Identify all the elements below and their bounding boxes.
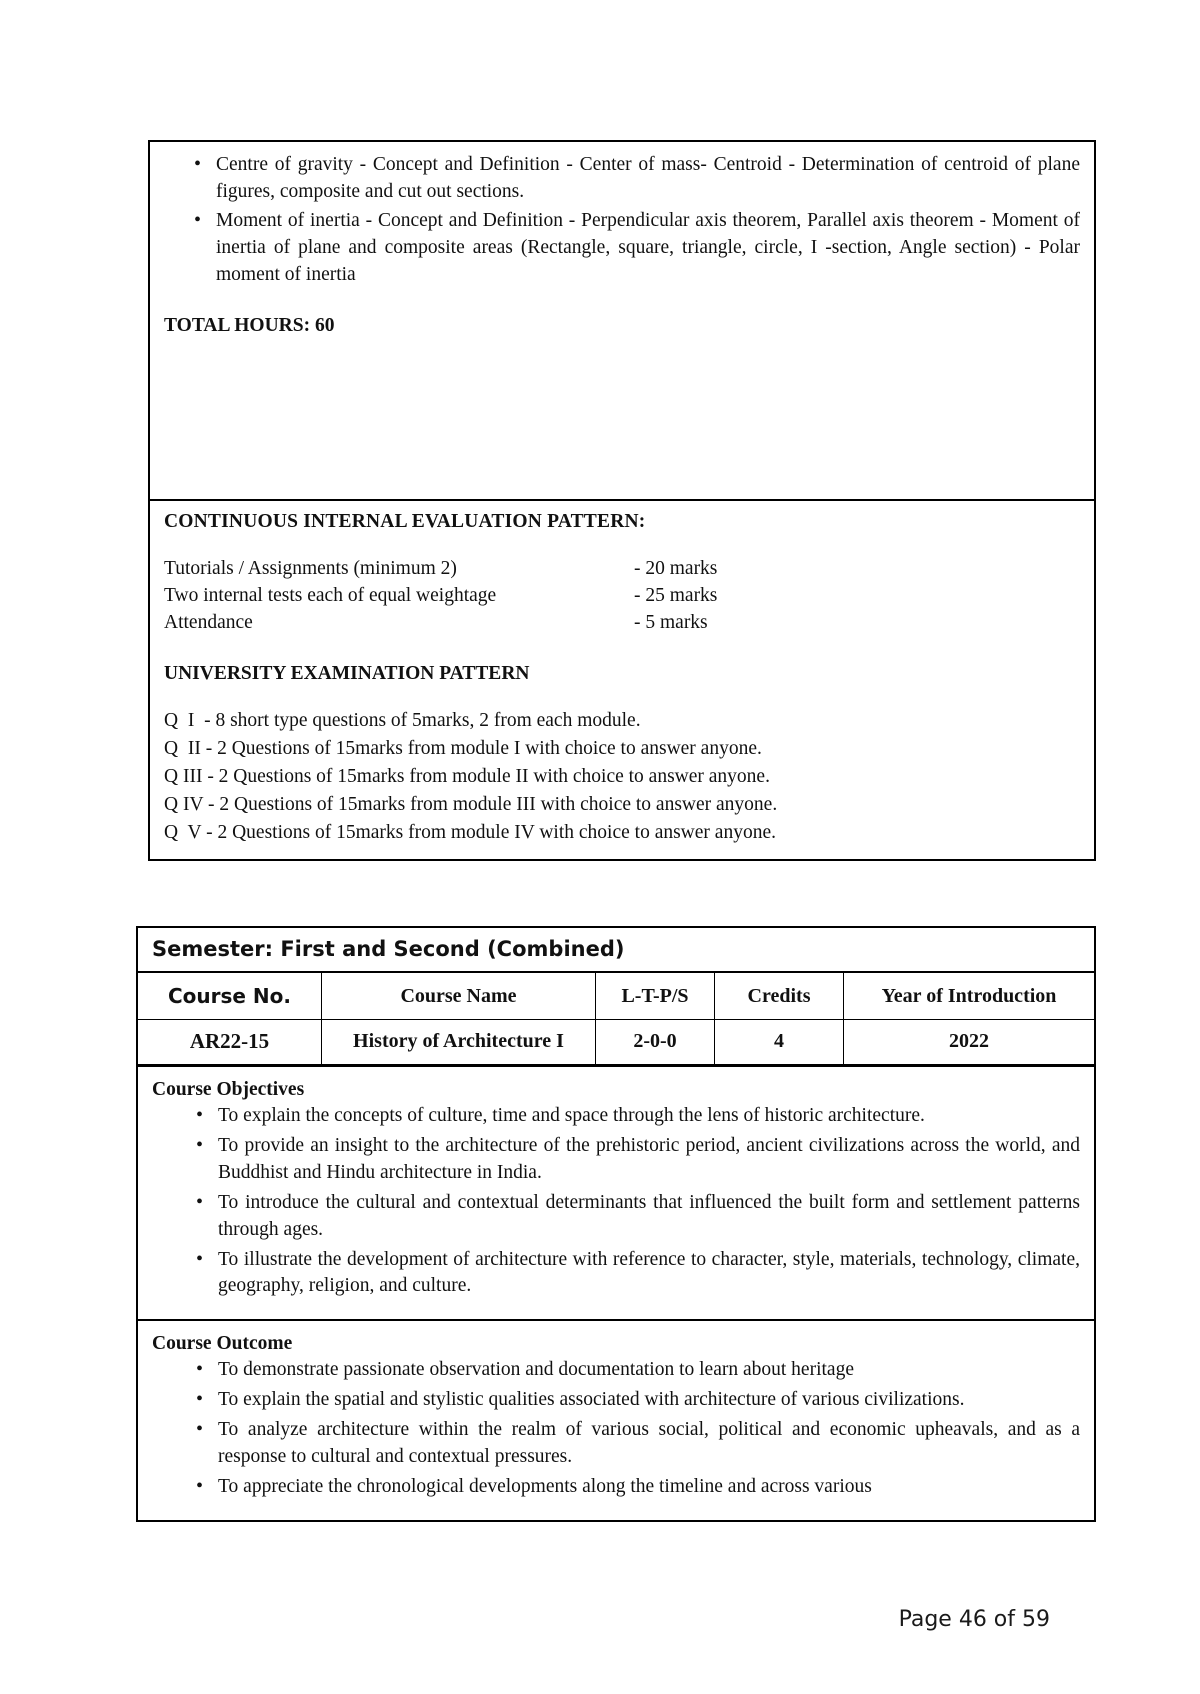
total-hours-label: TOTAL HOURS: 60 [164, 314, 335, 336]
course-outcome-list [152, 1357, 1080, 1501]
list-item: • To demonstrate passionate observation and documentation to learn about heritage [152, 1357, 1080, 1384]
list-item: • To appreciate the chronological developments along the timeline and across various [152, 1474, 1080, 1501]
evaluation-item-label: Two internal tests each of equal weightage [164, 584, 497, 606]
list-item: • To explain the concepts of culture, time and space through the lens of historic architecture. [152, 1103, 1080, 1130]
university-exam-heading: UNIVERSITY EXAMINATION PATTERN [164, 662, 530, 684]
list-item: • Centre of gravity - Concept and Definition - Center of mass- Centroid - Determination of centroid of plane figures, composite and cut out sections. [164, 152, 1080, 206]
course-objectives-panel [138, 1065, 1094, 1319]
list-item: Q V - 2 Questions of 15marks from module IV with choice to answer anyone. [164, 821, 776, 843]
list-item: • To analyze architecture within the realm of various social, political and economic upheavals, and as a response to cultural and contextual pressures. [152, 1417, 1080, 1471]
course-detail-box [136, 926, 1096, 1522]
table-row [164, 582, 834, 609]
column-header-ltps: L-T-P/S [596, 973, 715, 1020]
column-header-course-name: Course Name [322, 973, 596, 1020]
course-objectives-title: Course Objectives [152, 1079, 305, 1100]
table-row [138, 1020, 1094, 1065]
cell-course-no: AR22-15 [138, 1020, 322, 1065]
list-item: • To explain the spatial and stylistic qualities associated with architecture of various civilizations. [152, 1387, 1080, 1414]
evaluation-item-marks: - 20 marks [634, 557, 718, 579]
syllabus-continuation-box [148, 140, 1096, 861]
module-bullet-list [164, 152, 1080, 289]
page-number-footer: Page 46 of 59 [898, 1607, 1050, 1632]
column-header-credits: Credits [715, 973, 844, 1020]
table-row [164, 555, 834, 582]
evaluation-item-label: Attendance [164, 612, 253, 634]
table-header-row [138, 973, 1094, 1020]
list-item: • To illustrate the development of architecture with reference to character, style, materials, technology, climate, geography, religion, and culture. [152, 1247, 1080, 1301]
evaluation-item-marks: - 25 marks [634, 584, 718, 606]
question-pattern-list [164, 707, 1080, 847]
cell-credits: 4 [715, 1020, 844, 1065]
list-item: Q I - 8 short type questions of 5marks, 2 from each module. [164, 709, 641, 731]
semester-label: Semester: First and Second (Combined) [138, 928, 1094, 973]
list-item: • Moment of inertia - Concept and Definition - Perpendicular axis theorem, Parallel axis theorem - Moment of inertia of plane and composite areas (Rectangle, square, triangle, circle, I -section, Angle section) - Polar moment of inertia [164, 208, 1080, 289]
cell-ltps: 2-0-0 [596, 1020, 715, 1065]
course-outcome-panel [138, 1319, 1094, 1520]
evaluation-section [150, 499, 1094, 859]
evaluation-item-marks: - 5 marks [634, 612, 708, 634]
cell-course-name: History of Architecture I [322, 1020, 596, 1065]
list-item: • To provide an insight to the architecture of the prehistoric period, ancient civilizations across the world, and Buddhist and Hindu architecture in India. [152, 1133, 1080, 1187]
list-item: Q III - 2 Questions of 15marks from module II with choice to answer anyone. [164, 765, 770, 787]
cell-year: 2022 [844, 1020, 1095, 1065]
table-row [164, 609, 834, 636]
evaluation-heading: CONTINUOUS INTERNAL EVALUATION PATTERN: [164, 510, 646, 532]
course-outcome-title: Course Outcome [152, 1333, 293, 1355]
blank-space [164, 337, 1080, 487]
column-header-year: Year of Introduction [844, 973, 1095, 1020]
module-content-section [150, 142, 1094, 499]
course-info-table [138, 973, 1094, 1065]
list-item: • To introduce the cultural and contextual determinants that influenced the built form and settlement patterns through ages. [152, 1190, 1080, 1244]
internal-marks-table [164, 555, 834, 637]
evaluation-item-label: Tutorials / Assignments (minimum 2) [164, 557, 457, 579]
column-header-course-no: Course No. [138, 973, 322, 1020]
list-item: Q IV - 2 Questions of 15marks from module III with choice to answer anyone. [164, 793, 778, 815]
course-objectives-list [152, 1103, 1080, 1300]
list-item: Q II - 2 Questions of 15marks from module I with choice to answer anyone. [164, 737, 762, 759]
